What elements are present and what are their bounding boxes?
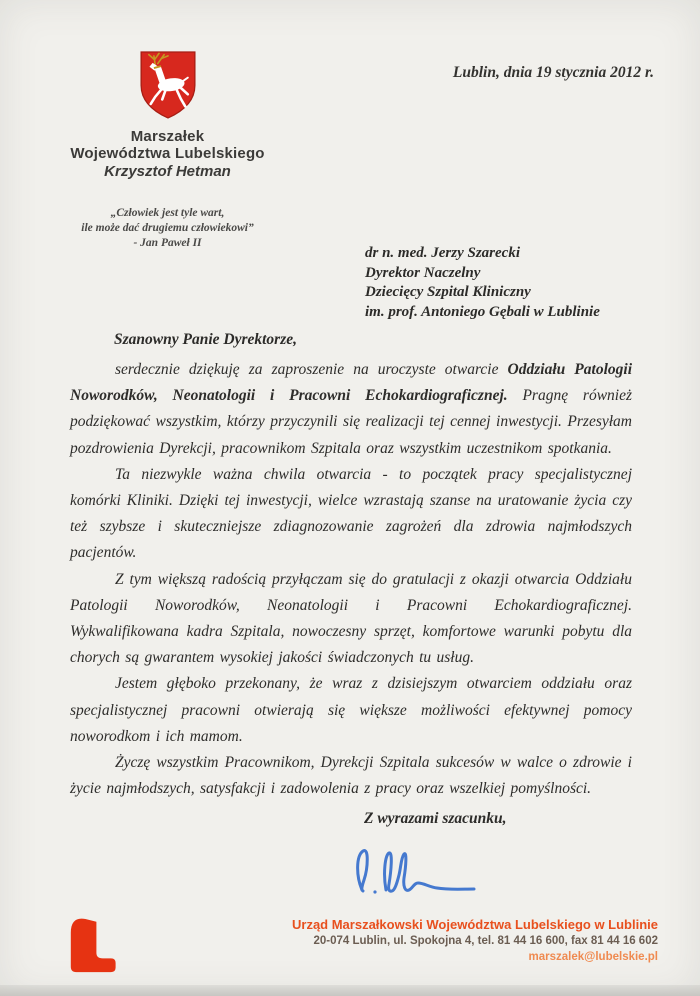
recipient-institution-patron: im. prof. Antoniego Gębali w Lublinie [365,303,600,320]
handwritten-signature [348,826,493,911]
closing-phrase: Z wyrazami szacunku, [364,810,507,827]
body-paragraph-1 [70,357,632,462]
body-paragraph-2 [70,462,632,567]
paragraph-text: Z tym większą radością przyłączam się do gratulacji z okazji otwarcia Oddziału Patologii Noworodków, Neonatologii i Pracowni Echokardiograficznej. Wykwalifikowana kadra Szpitala, nowoczesny sprzęt, komfortowe warunki pobytu dla chorych są gwarantem wysokiej jakości świadczonych tu usług. [70,570,632,667]
body-paragraph-3 [70,567,632,672]
recipient-block [365,244,600,322]
sender-title-line2: Województwa Lubelskiego [70,145,265,162]
paragraph-text: Jestem głęboko przekonany, że wraz z dzisiejszym otwarciem oddziału oraz specjalistycznej pracowni otwierają się większe możliwości efektywnej pomocy noworodkom i ich mamom. [70,675,632,745]
lubelskie-l-logo-icon [58,908,122,974]
recipient-name: dr n. med. Jerzy Szarecki [365,245,520,261]
paragraph-text: serdecznie dziękuję za zaproszenie na uroczyste otwarcie [115,361,508,378]
paragraph-text-bold: Oddziału Patologii Noworodków, Neonatologii i Pracowni Echokardiograficznej. [70,361,633,405]
paragraph-text: Pragnę również podziękować wszystkim, którzy przyczynili się realizacji tej cennej inwestycji. Przesyłam pozdrowienia Dyrekcji, pracownikom Szpitala oraz wszystkim uczestnikom spotkania. [70,387,633,457]
body-paragraph-5 [70,750,632,802]
sender-title-line1: Marszałek [130,128,205,145]
footer-organization: Urząd Marszałkowski Województwa Lubelskiego w Lublinie [292,917,658,932]
coat-of-arms-icon [136,48,200,122]
quote-attribution: - Jan Paweł II [133,237,202,249]
date-line: Lublin, dnia 19 stycznia 2012 r. [452,64,654,81]
quote-line2: ile może dać drugiemu człowiekowi” [81,222,254,234]
letter-body [70,357,632,802]
footer-contact-block [178,916,658,965]
body-paragraph-4 [70,671,632,750]
paragraph-text: Życzę wszystkim Pracownikom, Dyrekcji Szpitala sukcesów w walce o zdrowie i życie najmłodszych, satysfakcji i zadowolenia z pracy oraz wszelkiej pomyślności. [70,754,632,798]
recipient-institution: Dziecięcy Szpital Kliniczny [365,284,531,300]
sender-name: Krzysztof Hetman [104,163,231,180]
salutation: Szanowny Panie Dyrektorze, [114,331,297,348]
paragraph-text: Ta niezwykle ważna chwila otwarcia - to początek pracy specjalistycznej komórki Kliniki. Dzięki tej inwestycji, wielce wzrastają szanse na uratowanie życia czy też szybsze i skuteczniejsze zdiagnozowanie zagrożeń dla zdrowia najmłodszych pacjentów. [70,465,632,562]
sender-block [20,128,315,181]
footer-email: marszalek@lubelskie.pl [528,951,658,963]
recipient-title: Dyrektor Naczelny [365,264,481,281]
quote-line1: „Człowiek jest tyle wart, [110,207,225,219]
motto-quote [20,206,315,251]
footer-address: 20-074 Lublin, ul. Spokojna 4, tel. 81 44 16 600, fax 81 44 16 602 [313,935,658,947]
scan-edge-shadow [0,985,700,996]
